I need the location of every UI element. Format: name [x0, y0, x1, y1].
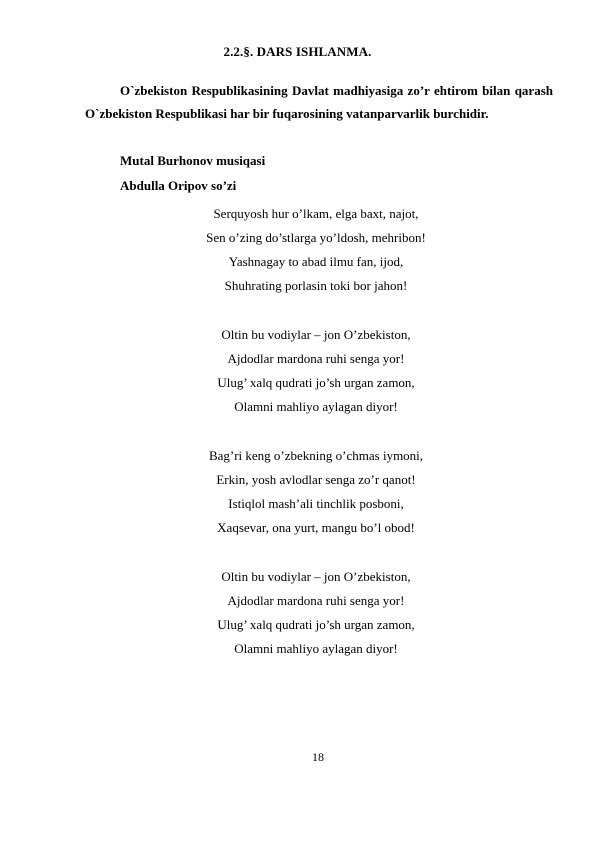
poem-line: Olamni mahliyo aylagan diyor! [234, 399, 398, 414]
poem-line: Ulug’ xalq qudrati jo’sh urgan zamon, [217, 375, 415, 390]
stanza-gap [0, 419, 595, 444]
page-number: 18 [312, 750, 324, 764]
poem-line: Ajdodlar mardona ruhi senga yor! [227, 351, 405, 366]
poem-line: Yashnagay to abad ilmu fan, ijod, [228, 254, 404, 269]
stanza-gap [0, 540, 595, 565]
stanza-4 [0, 565, 595, 661]
poem-line: Oltin bu vodiylar – jon O’zbekiston, [221, 327, 411, 342]
poem-line: Bag’ri keng o’zbekning o’chmas iymoni, [208, 448, 424, 463]
poem-line: Ulug’ xalq qudrati jo’sh urgan zamon, [217, 617, 415, 632]
poem-line: Olamni mahliyo aylagan diyor! [234, 641, 398, 656]
stanza-gap [0, 298, 595, 323]
anthem-poem [0, 202, 595, 661]
poem-line: Ajdodlar mardona ruhi senga yor! [227, 593, 405, 608]
stanza-2 [0, 323, 595, 419]
poem-line: Serquyosh hur o’lkam, elga baxt, najot, [213, 206, 419, 221]
poem-line: Istiqlol mash’ali tinchlik posboni, [228, 496, 404, 511]
section-heading: 2.2.§. DARS ISHLANMA. [223, 44, 372, 59]
stanza-1 [0, 202, 595, 298]
poem-line: Erkin, yosh avlodlar senga zo’r qanot! [216, 472, 416, 487]
poem-line: Shuhrating porlasin toki bor jahon! [224, 278, 408, 293]
poem-line: Sen o’zing do’stlarga yo’ldosh, mehribon! [206, 230, 426, 245]
music-credit: Mutal Burhonov musiqasi [120, 153, 266, 168]
stanza-3 [0, 444, 595, 540]
lyrics-credit: Abdulla Oripov so’zi [120, 178, 237, 193]
intro-paragraph: O`zbekiston Respublikasining Davlat madhiyasiga zo’r ehtirom bilan qarash O`zbekiston Respublikasi har bir fuqarosining vatanparvarlik burchidir. [85, 83, 553, 121]
poem-line: Oltin bu vodiylar – jon O’zbekiston, [221, 569, 411, 584]
poem-line: Xaqsevar, ona yurt, mangu bo’l obod! [217, 520, 415, 535]
